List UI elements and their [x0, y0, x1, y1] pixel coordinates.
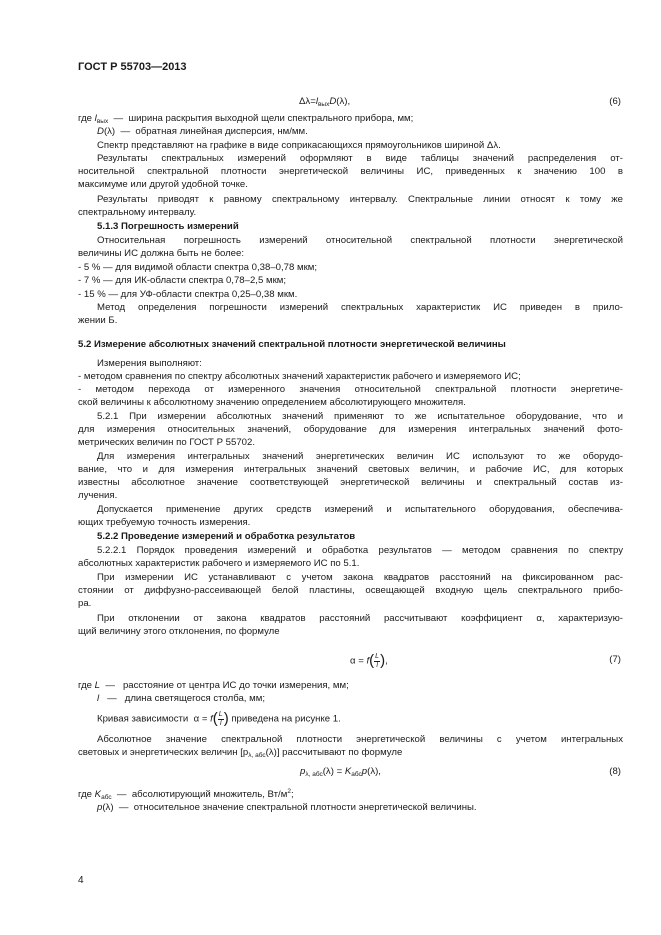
formula-7: α = f( $\frac{L}{l}$ ), — [350, 652, 388, 669]
paragraph-results-1c: максимуме или другой удобной точке. — [78, 179, 248, 190]
s513-line1: Относительная погрешность измерений относительной спектральной плотности энергетической — [97, 235, 623, 246]
paragraph-results-1a: Результаты спектральных измерений оформляют в виде таблицы значений распределения от- — [97, 153, 623, 164]
s513-item-1: - 5 % — для видимой области спектра 0,38–0,78 мкм; — [78, 262, 318, 273]
abs-line2: световых и энергетических величин $[p_{\lambda, абс}(\lambda)]$ рассчитывают по формуле — [78, 747, 403, 759]
s513-item-3: - 15 % — для УФ-области спектра 0,25–0,38 мкм. — [78, 289, 298, 300]
s521-line3: метрических величин по ГОСТ Р 55702. — [78, 437, 255, 448]
section-5-1-3-title: 5.1.3 Погрешность измерений — [97, 221, 239, 232]
s52-method-2a: - методом перехода от измеренного значения относительной спектральной плотности энергетиче- — [78, 384, 623, 395]
s513-method-2: жении Б. — [78, 315, 118, 326]
s52-p2-line4: лучения. — [78, 490, 118, 501]
page-number: 4 — [78, 875, 84, 886]
formula-6: $\Delta\lambda=l_{вых}D(\lambda)$, — [299, 96, 351, 108]
definition-l: l — длина светящегося столба, мм; — [97, 693, 265, 704]
paragraph-results-1b: носительной спектральной плотности энергетической величины ИС, приведенных к значению 100 в — [78, 166, 623, 177]
s522-b-line2: стоянии от диффузно-рассеивающей белой пластины, освещающей входную щель спектрального прибо- — [78, 585, 623, 596]
s52-p2-line2: вание, что и для измерения интегральных значений световых величин, и рабочие ИС, для которых — [78, 464, 623, 475]
s522-b-line3: ра. — [78, 598, 92, 609]
s513-item-2: - 7 % — для ИК-области спектра 0,78–2,5 мкм; — [78, 275, 287, 286]
s52-method-2b: ской величины к абсолютному значению определением абсолютирующего множителя. — [78, 397, 466, 408]
definition-L: где L — расстояние от центра ИС до точки измерения, мм; — [78, 680, 349, 691]
paragraph-spectrum: Спектр представляют на графике в виде соприкасающихся прямоугольников шириной Δλ. — [97, 140, 501, 151]
abs-line1: Абсолютное значение спектральной плотности энергетической величины с учетом интегральных — [97, 734, 623, 745]
document-header: ГОСТ Р 55703—2013 — [78, 61, 187, 73]
s52-p2-line1: Для измерения интегральных значений энергетических величин ИС используют то же оборудо- — [97, 451, 623, 462]
s522-c-line1: При отклонении от закона квадратов расстояний рассчитывают коэффициент α, характеризую- — [97, 613, 623, 624]
s5221-line1: 5.2.2.1 Порядок проведения измерений и обработка результатов — методом сравнения по спектру — [97, 545, 623, 556]
s52-p2-line3: известны абсолютное значение соответствующей энергетической величины и спектральный состав из- — [78, 477, 623, 488]
formula-7-number: (7) — [609, 654, 621, 665]
formula-8: $p_{\lambda, абс}(\lambda) = K_{абс}p(\lambda)$, — [300, 766, 381, 778]
section-5-2-2-title: 5.2.2 Проведение измерений и обработка результатов — [97, 531, 356, 542]
s52-p3-line2: ющих требуемую точность измерения. — [78, 517, 251, 528]
s522-b-line1: При измерении ИС устанавливают с учетом закона квадратов расстояний на фиксированном рас- — [97, 572, 623, 583]
s5221-line2: абсолютных характеристик рабочего и измеряемого ИС по 5.1. — [78, 558, 360, 569]
paragraph-results-2b: спектральному интервалу. — [78, 207, 197, 218]
definition-Kabs: где $K_{абс}$ — абсолютирующий множитель, $Вт/м^2$; — [78, 788, 294, 801]
s513-line2: величины ИС должна быть не более: — [78, 248, 245, 259]
s52-intro: Измерения выполняют: — [97, 358, 202, 369]
s521-line1: 5.2.1 При измерении абсолютных значений применяют то же испытательное оборудование, что и — [97, 411, 623, 422]
s513-method-1: Метод определения погрешности измерений спектральных характеристик ИС приведен в прило- — [97, 302, 623, 313]
s522-c-line2: щий величину этого отклонения, по формуле — [78, 626, 280, 637]
s52-method-1: - методом сравнения по спектру абсолютных значений характеристик рабочего и измеряемого ИС; — [78, 371, 521, 382]
definition-lvyh: где $l_{вых}$ — ширина раскрытия выходной щели спектрального прибора, мм; — [78, 113, 414, 125]
formula-6-number: (6) — [609, 96, 621, 107]
s521-line2: для измерения относительных значений, оборудование для измерения интегральных значений фото- — [78, 424, 623, 435]
curve-sentence: Кривая зависимости α = f( $\frac{L}{l}$ ) приведена на рисунке 1. — [97, 710, 341, 727]
definition-p: p(λ) — относительное значение спектральной плотности энергетической величины. — [97, 802, 477, 813]
formula-8-number: (8) — [609, 766, 621, 777]
paragraph-results-2a: Результаты приводят к равному спектральному интервалу. Спектральные линии относят к тому же — [97, 194, 623, 205]
section-5-2-title: 5.2 Измерение абсолютных значений спектральной плотности энергетической величины — [78, 339, 506, 350]
definition-dispersion: D(λ) — обратная линейная дисперсия, нм/мм. — [97, 126, 308, 137]
s52-p3-line1: Допускается применение других средств измерений и испытательного оборудования, обеспечива- — [97, 504, 623, 515]
